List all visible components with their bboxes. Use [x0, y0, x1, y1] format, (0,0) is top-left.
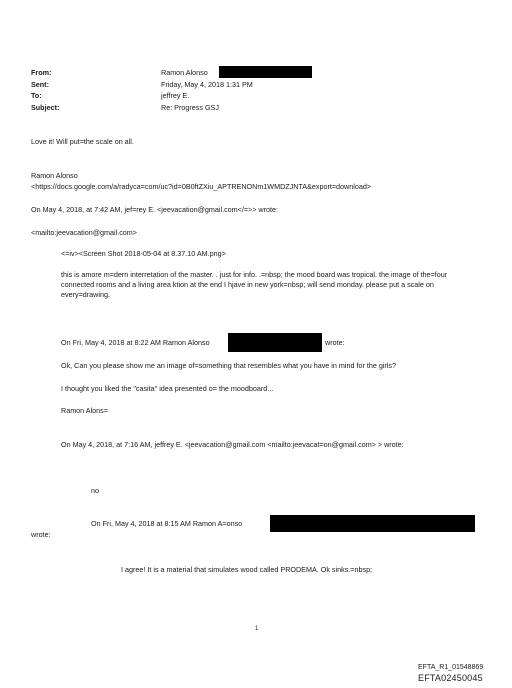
agree-line: I agree! It is a material that simulates wood called PRODEMA. Ok sinks.=nbsp;: [121, 565, 373, 574]
mailto-link[interactable]: <mailto:jeevacation@gmail.com>: [31, 228, 137, 237]
signature-link[interactable]: <https://docs.google.com/a/radyca=com/uc?id=0B0ftZXiu_APTRENONm1WMDZJNTA&export=download>: [31, 182, 372, 191]
quote-header-3: On May 4, 2018, at 7:16 AM, jeffrey E. <jeevacation@gmail.com <mailto:jeevacat=on@gmail.com> > wrote:: [61, 440, 404, 449]
bates-number-2: EFTA02450045: [418, 673, 483, 683]
redaction-box: [270, 515, 475, 532]
signature-name: Ramon Alonso: [31, 171, 78, 180]
from-value: Ramon Alonso: [161, 68, 208, 77]
subject-label: Subject:: [31, 103, 60, 112]
sent-value: Friday, May 4, 2018 1:31 PM: [161, 80, 253, 89]
attachment-line: <=iv><Screen Shot 2018-05-04 at 8.37.10 AM.png>: [61, 249, 226, 258]
paragraph-interpretation: this is amore m=dern interretation of the master. . just for info. .=nbsp; the mood board was tropical. the image of the=four connected rooms and a living area ktion at the end I hjave in new york=nbsp; will send monday. please put a scale on every=drawing.: [61, 270, 448, 299]
quote2-signature: Ramon Alons=: [61, 406, 108, 415]
bates-number-1: EFTA_R1_01548869: [418, 664, 484, 671]
page-number: 1: [255, 626, 259, 632]
sent-label: Sent:: [31, 80, 49, 89]
quote-header-4: On Fri, May 4, 2018 at 8:15 AM Ramon A=onso: [91, 519, 243, 528]
subject-value: Re: Progress GSJ: [161, 103, 219, 112]
to-value: jeffrey E.: [161, 91, 190, 100]
redaction-box: [219, 66, 312, 78]
body-line-love: Love it! Will put=the scale on all.: [31, 137, 134, 146]
quote2-line-2: I thought you liked the "casita" idea presented o= the moodboard...: [61, 384, 274, 393]
from-label: From:: [31, 68, 52, 77]
to-label: To:: [31, 91, 42, 100]
quote-header-4-wrote: wrote:: [31, 530, 51, 539]
quote-header-2-wrote: wrote:: [325, 338, 345, 347]
reply-no: no: [91, 486, 99, 495]
quote-header-1: On May 4, 2018, at 7:42 AM, jef=rey E. <jeevacation@gmail.com</=>> wrote:: [31, 205, 279, 214]
redaction-box: [228, 333, 322, 352]
quote-header-2: On Fri, May 4, 2018 at 8:22 AM Ramon Alonso: [61, 338, 210, 347]
quote2-line-1: Ok, Can you please show me an image of=something that resembles what you have in mind for the girls?: [61, 361, 396, 370]
